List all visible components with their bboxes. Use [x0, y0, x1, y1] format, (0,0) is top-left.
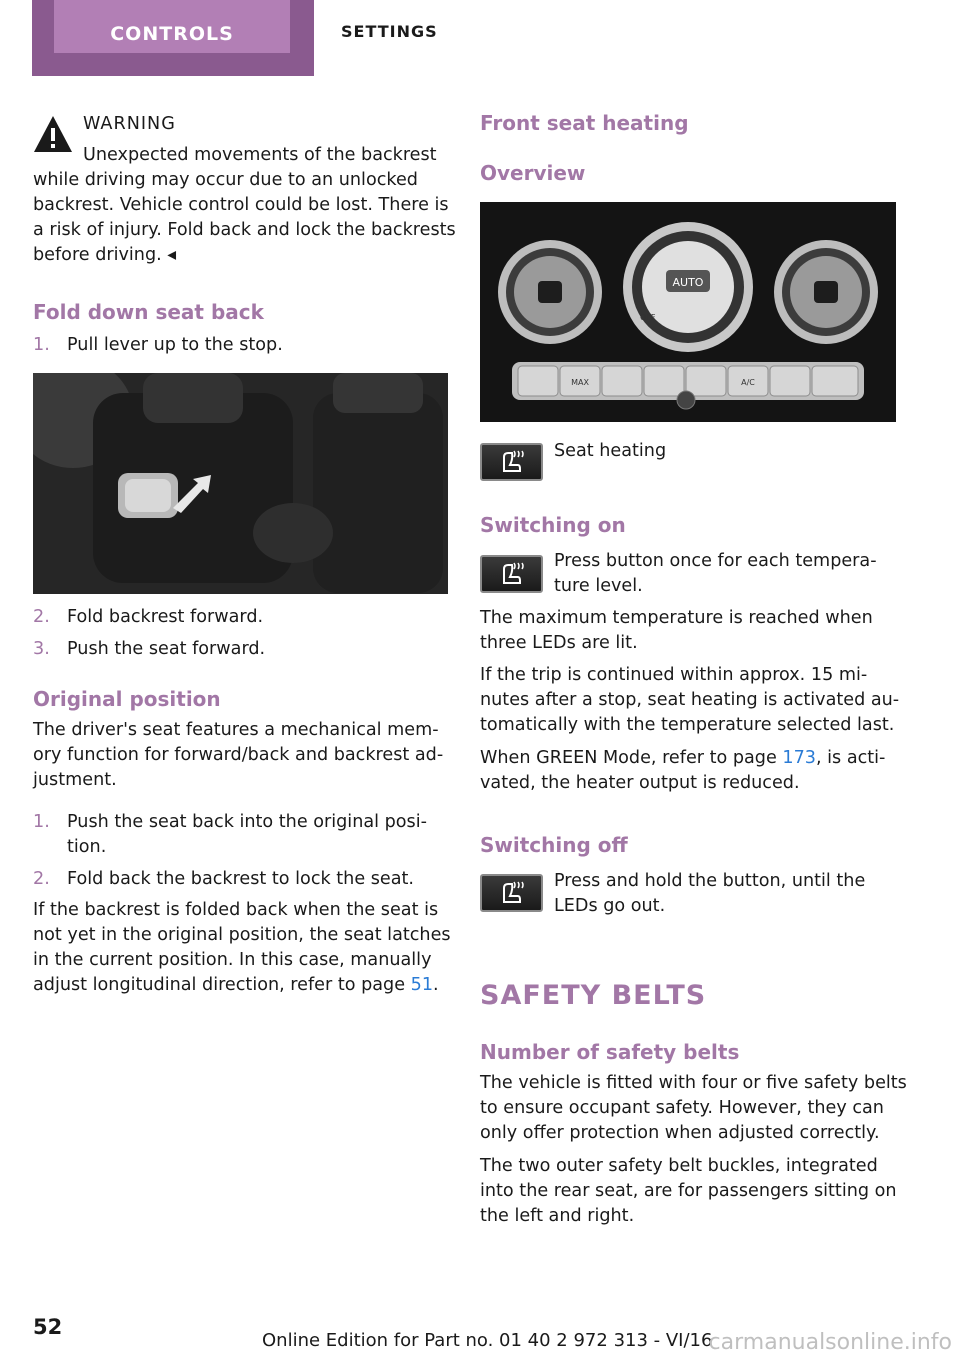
orig-intro-2: ory function for forward/back and backrest ad‐ [33, 745, 444, 765]
page-link-173[interactable]: 173 [782, 748, 816, 768]
belts-p2-line-2: into the rear seat, are for passengers sitting on [480, 1181, 897, 1201]
on-line-2: ture level. [554, 576, 643, 596]
belts-p2-line-3: the left and right. [480, 1206, 635, 1226]
warning-line-1: Unexpected movements of the backrest [83, 145, 437, 165]
switching-off-button-icon [480, 874, 543, 912]
page-number: 52 [33, 1315, 63, 1339]
seat-heating-heading: Front seat heating [480, 111, 689, 135]
trip-line-3: tomatically with the temperature selected last. [480, 715, 895, 735]
orig-outro-text: adjust longitudinal direction, refer to page [33, 975, 411, 995]
safety-belts-heading: SAFETY BELTS [480, 980, 707, 1011]
step-number: 2. [33, 869, 50, 889]
fold-step-2 [33, 605, 263, 630]
tab-controls[interactable] [32, 0, 314, 76]
page-link-51[interactable]: 51 [410, 975, 434, 995]
warning-title: WARNING [83, 114, 176, 134]
seat-heat-icon [482, 876, 541, 910]
belts-sub-heading: Number of safety belts [480, 1040, 740, 1064]
seat-heating-button-icon [480, 443, 543, 481]
belts-p1-line-3: only offer protection when adjusted correctly. [480, 1123, 880, 1143]
panel-ac-label: A/C [741, 378, 755, 387]
orig-outro-2: not yet in the original position, the seat latches [33, 925, 451, 945]
control-panel-photo [480, 202, 896, 422]
switching-on-heading: Switching on [480, 513, 626, 537]
overview-heading: Overview [480, 161, 586, 185]
step-text-1: Push the seat back into the original posi‐ [67, 812, 427, 832]
step-text-2: tion. [67, 837, 107, 858]
seat-heat-icon [482, 557, 541, 591]
orig-intro-1: The driver's seat features a mechanical mem‐ [33, 720, 439, 740]
belts-p1-line-1: The vehicle is fitted with four or five safety belts [480, 1073, 907, 1093]
warning-line-2: while driving may occur due to an unlocked [33, 170, 418, 190]
belts-p2-line-1: The two outer safety belt buckles, integrated [480, 1156, 878, 1176]
green-line-2: vated, the heater output is reduced. [480, 773, 800, 793]
orig-outro-end: . [433, 975, 439, 995]
off-line-1: Press and hold the button, until the [554, 871, 866, 891]
step-number: 1. [33, 812, 50, 832]
panel-max-label: MAX [571, 378, 589, 387]
warning-line-3: backrest. Vehicle control could be lost. There is [33, 195, 449, 215]
orig-intro-3: justment. [33, 770, 117, 790]
max-line-1: The maximum temperature is reached when [480, 608, 873, 628]
orig-step-2 [33, 867, 414, 892]
max-line-2: three LEDs are lit. [480, 633, 638, 653]
panel-auto-label: AUTO [672, 276, 704, 289]
step-number: 2. [33, 607, 50, 627]
tab-controls-label: CONTROLS [54, 0, 290, 53]
switching-off-heading: Switching off [480, 833, 628, 857]
orig-outro-1: If the backrest is folded back when the seat is [33, 900, 439, 920]
step-text: Pull lever up to the stop. [67, 335, 283, 355]
seat-photo [33, 373, 448, 594]
step-number: 1. [33, 335, 50, 355]
green-pre: When GREEN Mode, refer to page [480, 748, 783, 768]
warning-line-4: a risk of injury. Fold back and lock the backrests [33, 220, 456, 240]
control-panel-illustration [480, 202, 896, 422]
step-text-1: Fold back the backrest to lock the seat. [67, 869, 415, 889]
step-text: Fold backrest forward. [67, 607, 264, 627]
warning-line-5: before driving. ◂ [33, 245, 177, 265]
orig-outro-4 [33, 973, 439, 998]
edition-text: Online Edition for Part no. 01 40 2 972 313 - VI/16 [262, 1330, 713, 1351]
fold-step-3 [33, 637, 265, 662]
orig-step-1 [33, 810, 427, 861]
panel-off-label: OFF [640, 313, 656, 322]
seat-illustration [33, 373, 448, 594]
trip-line-1: If the trip is continued within approx. 15 mi‐ [480, 665, 868, 685]
orig-outro-3: in the current position. In this case, manually [33, 950, 432, 970]
switching-on-button-icon [480, 555, 543, 593]
seat-heating-label: Seat heating [554, 441, 667, 461]
belts-p1-line-2: to ensure occupant safety. However, they can [480, 1098, 884, 1118]
seat-heat-icon [482, 445, 541, 479]
fold-heading: Fold down seat back [33, 300, 264, 324]
on-line-1: Press button once for each tempera‐ [554, 551, 877, 571]
fold-step-1 [33, 333, 283, 358]
step-number: 3. [33, 639, 50, 659]
green-line-1 [480, 746, 885, 771]
off-line-2: LEDs go out. [554, 896, 666, 916]
orig-heading: Original position [33, 687, 221, 711]
watermark: carmanualsonline.info [708, 1330, 952, 1355]
trip-line-2: nutes after a stop, seat heating is activated au‐ [480, 690, 900, 710]
tab-settings[interactable]: SETTINGS [341, 22, 438, 41]
step-text: Push the seat forward. [67, 639, 266, 659]
green-post: , is acti‐ [815, 748, 886, 768]
warning-icon [33, 114, 73, 154]
